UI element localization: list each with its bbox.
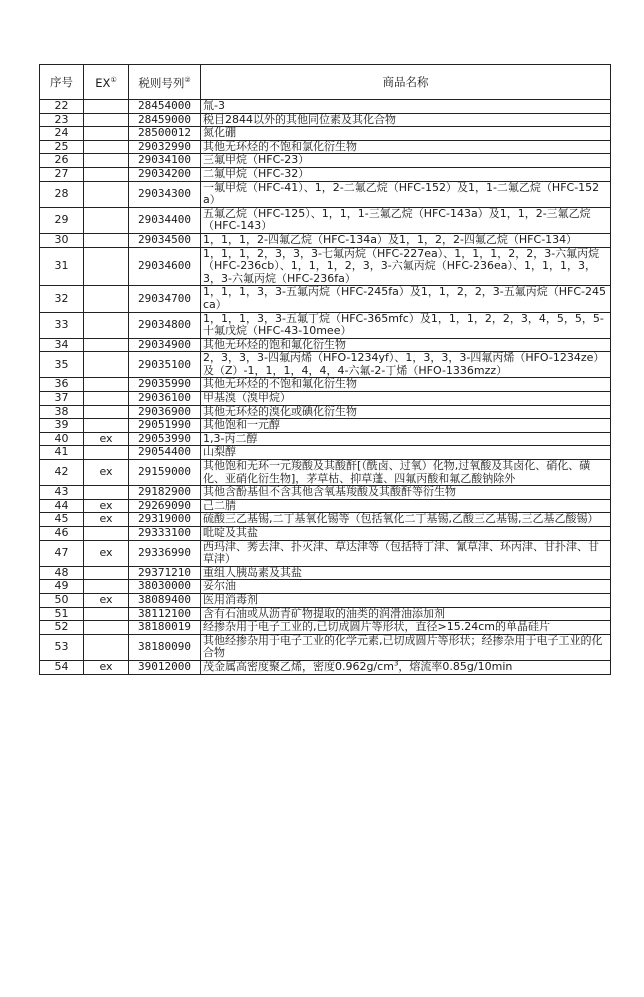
row-code: 28500012 <box>129 127 201 141</box>
row-seq: 52 <box>40 621 84 635</box>
row-name: 1，1，1，2-四氟乙烷（HFC-134a）及1，1，2，2-四氟乙烷（HFC-134） <box>201 233 611 247</box>
header-code: 税则号列② <box>129 65 201 100</box>
row-ex: ex <box>84 593 129 607</box>
table-row <box>40 154 611 168</box>
row-ex <box>84 405 129 419</box>
row-code: 29034900 <box>129 338 201 352</box>
table-row <box>40 140 611 154</box>
row-code: 29034400 <box>129 207 201 233</box>
table-row <box>40 527 611 541</box>
row-code: 29034200 <box>129 167 201 181</box>
row-seq: 28 <box>40 181 84 207</box>
row-name: 其他无环烃的饱和氟化衍生物 <box>201 338 611 352</box>
row-ex <box>84 207 129 233</box>
row-name: 1，1，1，3，3-五氟丁烷（HFC-365mfc）及1，1，1，2，2，3，4，5，5，5-十氟戊烷（HFC-43-10mee） <box>201 312 611 338</box>
table-row <box>40 378 611 392</box>
row-name: 五氟乙烷（HFC-125）、1，1，1-三氟乙烷（HFC-143a）及1，1，2-三氟乙烷（HFC-143） <box>201 207 611 233</box>
row-name: 山梨醇 <box>201 446 611 460</box>
row-ex <box>84 127 129 141</box>
row-code: 38030000 <box>129 580 201 594</box>
table-row <box>40 446 611 460</box>
header-ex: EX① <box>84 65 129 100</box>
row-seq: 40 <box>40 432 84 446</box>
row-ex <box>84 233 129 247</box>
row-name: 经掺杂用于电子工业的,已切成圆片等形状，直径>15.24cm的单晶硅片 <box>201 621 611 635</box>
row-seq: 24 <box>40 127 84 141</box>
table-row <box>40 352 611 378</box>
row-ex <box>84 247 129 286</box>
row-name: 其他无环烃的不饱和氟化衍生物 <box>201 378 611 392</box>
row-ex <box>84 634 129 660</box>
row-ex <box>84 392 129 406</box>
row-code: 29333100 <box>129 527 201 541</box>
row-seq: 41 <box>40 446 84 460</box>
row-code: 38180090 <box>129 634 201 660</box>
row-name: 西玛津、莠去津、扑灭津、草达津等（包括特丁津、氰草津、环丙津、甘扑津、甘草津） <box>201 540 611 566</box>
table-row <box>40 432 611 446</box>
row-name: 1，1，1，3，3-五氟丙烷（HFC-245fa）及1，1，2，2，3-五氟丙烷（HFC-245ca） <box>201 286 611 312</box>
row-seq: 48 <box>40 566 84 580</box>
table-row <box>40 660 611 674</box>
row-name: 硫酸三乙基锡,二丁基氧化锡等（包括氧化二丁基锡,乙酸三乙基锡,三乙基乙酸锡） <box>201 513 611 527</box>
table-row <box>40 207 611 233</box>
row-seq: 37 <box>40 392 84 406</box>
row-ex: ex <box>84 513 129 527</box>
row-ex <box>84 312 129 338</box>
row-name: 其他含酚基但不含其他含氧基羧酸及其酸酐等衍生物 <box>201 486 611 500</box>
header-seq: 序号 <box>40 65 84 100</box>
row-seq: 25 <box>40 140 84 154</box>
row-seq: 33 <box>40 312 84 338</box>
table-header-row <box>40 65 611 100</box>
row-name: 妥尔油 <box>201 580 611 594</box>
row-ex: ex <box>84 432 129 446</box>
row-code: 29054400 <box>129 446 201 460</box>
row-name: 税目2844以外的其他同位素及其化合物 <box>201 113 611 127</box>
table-row <box>40 460 611 486</box>
row-name: 其他饱和无环一元羧酸及其酸酐[（酰卤、过氧）化物,过氧酸及其卤化、硝化、磺化、亚硝化衍生物]，茅草枯、抑草蓬、四氟丙酸和氟乙酸钠除外 <box>201 460 611 486</box>
row-ex <box>84 607 129 621</box>
table-row <box>40 405 611 419</box>
table-body <box>40 100 611 675</box>
row-code: 29034300 <box>129 181 201 207</box>
row-code: 29034800 <box>129 312 201 338</box>
row-name: 其他无环烃的溴化或碘化衍生物 <box>201 405 611 419</box>
table-row <box>40 566 611 580</box>
row-seq: 42 <box>40 460 84 486</box>
row-seq: 26 <box>40 154 84 168</box>
table-row <box>40 233 611 247</box>
row-code: 29051990 <box>129 419 201 433</box>
row-code: 38112100 <box>129 607 201 621</box>
table-row <box>40 392 611 406</box>
row-ex: ex <box>84 460 129 486</box>
row-name: 含有石油或从沥青矿物提取的油类的润滑油添加剂 <box>201 607 611 621</box>
row-name: 二氟甲烷（HFC-32） <box>201 167 611 181</box>
row-code: 29035990 <box>129 378 201 392</box>
row-ex <box>84 621 129 635</box>
row-seq: 46 <box>40 527 84 541</box>
row-seq: 51 <box>40 607 84 621</box>
row-code: 28454000 <box>129 100 201 114</box>
row-code: 38089400 <box>129 593 201 607</box>
row-name: 茂金属高密度聚乙烯，密度$0.962g/cm^3$，熔流率0.85g/10min <box>201 660 611 674</box>
row-seq: 49 <box>40 580 84 594</box>
table-row <box>40 634 611 660</box>
row-name: 医用消毒剂 <box>201 593 611 607</box>
row-code: 29159000 <box>129 460 201 486</box>
row-seq: 43 <box>40 486 84 500</box>
row-seq: 23 <box>40 113 84 127</box>
row-seq: 54 <box>40 660 84 674</box>
row-ex <box>84 486 129 500</box>
row-code: 29036100 <box>129 392 201 406</box>
row-code: 29036900 <box>129 405 201 419</box>
row-code: 29182900 <box>129 486 201 500</box>
header-code-note: ② <box>184 76 191 85</box>
table-row <box>40 499 611 513</box>
row-code: 29053990 <box>129 432 201 446</box>
row-code: 29336990 <box>129 540 201 566</box>
row-code: 29269090 <box>129 499 201 513</box>
row-seq: 32 <box>40 286 84 312</box>
table-row <box>40 100 611 114</box>
row-code: 29034600 <box>129 247 201 286</box>
table-row <box>40 286 611 312</box>
table-row <box>40 167 611 181</box>
header-ex-note: ① <box>110 76 117 85</box>
table-row <box>40 113 611 127</box>
row-code: 39012000 <box>129 660 201 674</box>
row-seq: 30 <box>40 233 84 247</box>
row-ex <box>84 140 129 154</box>
row-ex <box>84 580 129 594</box>
row-ex <box>84 352 129 378</box>
row-ex <box>84 527 129 541</box>
row-name: 一氟甲烷（HFC-41）、1，2-二氟乙烷（HFC-152）及1，1-二氟乙烷（HFC-152a） <box>201 181 611 207</box>
row-ex <box>84 446 129 460</box>
row-seq: 39 <box>40 419 84 433</box>
row-ex <box>84 154 129 168</box>
table-row <box>40 580 611 594</box>
row-seq: 31 <box>40 247 84 286</box>
row-code: 29034700 <box>129 286 201 312</box>
row-name: 氚-3 <box>201 100 611 114</box>
row-seq: 38 <box>40 405 84 419</box>
row-name: 1,3-丙二醇 <box>201 432 611 446</box>
row-seq: 22 <box>40 100 84 114</box>
row-seq: 34 <box>40 338 84 352</box>
row-ex <box>84 566 129 580</box>
row-name: 重组人胰岛素及其盐 <box>201 566 611 580</box>
row-ex: ex <box>84 540 129 566</box>
row-code: 29034100 <box>129 154 201 168</box>
goods-table <box>39 64 611 675</box>
row-code: 29319000 <box>129 513 201 527</box>
table-row <box>40 419 611 433</box>
row-ex <box>84 338 129 352</box>
row-seq: 36 <box>40 378 84 392</box>
row-code: 29034500 <box>129 233 201 247</box>
row-ex: ex <box>84 660 129 674</box>
table-row <box>40 621 611 635</box>
row-seq: 47 <box>40 540 84 566</box>
table-row <box>40 312 611 338</box>
table-row <box>40 127 611 141</box>
row-name: 三氟甲烷（HFC-23） <box>201 154 611 168</box>
header-name: 商品名称 <box>201 65 611 100</box>
table-row <box>40 486 611 500</box>
row-seq: 29 <box>40 207 84 233</box>
row-ex <box>84 378 129 392</box>
row-seq: 27 <box>40 167 84 181</box>
row-ex <box>84 181 129 207</box>
row-name: 其他无环烃的不饱和氯化衍生物 <box>201 140 611 154</box>
row-seq: 44 <box>40 499 84 513</box>
row-code: 29371210 <box>129 566 201 580</box>
row-seq: 50 <box>40 593 84 607</box>
row-ex: ex <box>84 499 129 513</box>
row-ex <box>84 113 129 127</box>
row-name: 甲基溴（溴甲烷） <box>201 392 611 406</box>
row-seq: 53 <box>40 634 84 660</box>
row-name: 2，3，3，3-四氟丙烯（HFO-1234yf）、1，3，3，3-四氟丙烯（HFO-1234ze）及（Z）-1，1，1，4，4，4-六氟-2-丁烯（HFO-1336mzz） <box>201 352 611 378</box>
row-name: 吡啶及其盐 <box>201 527 611 541</box>
row-ex <box>84 286 129 312</box>
row-ex <box>84 167 129 181</box>
table-row <box>40 338 611 352</box>
table-row <box>40 540 611 566</box>
table-row <box>40 513 611 527</box>
table-row <box>40 607 611 621</box>
row-ex <box>84 100 129 114</box>
row-name: 其他饱和一元醇 <box>201 419 611 433</box>
row-name: 其他经掺杂用于电子工业的化学元素,已切成圆片等形状；经掺杂用于电子工业的化合物 <box>201 634 611 660</box>
row-name: 1，1，1，2，3，3，3-七氟丙烷（HFC-227ea）、1，1，1，2，2，3-六氟丙烷（HFC-236cb）、1，1，1，2，3，3-六氟丙烷（HFC-236ea）、1，1，1，3，3，3-六氟丙烷（HFC-236fa） <box>201 247 611 286</box>
row-code: 28459000 <box>129 113 201 127</box>
row-ex <box>84 419 129 433</box>
row-seq: 35 <box>40 352 84 378</box>
row-code: 29035100 <box>129 352 201 378</box>
table-row <box>40 593 611 607</box>
table-row <box>40 181 611 207</box>
row-code: 38180019 <box>129 621 201 635</box>
table-row <box>40 247 611 286</box>
row-name: 氮化硼 <box>201 127 611 141</box>
row-seq: 45 <box>40 513 84 527</box>
row-code: 29032990 <box>129 140 201 154</box>
row-name: 己二腈 <box>201 499 611 513</box>
